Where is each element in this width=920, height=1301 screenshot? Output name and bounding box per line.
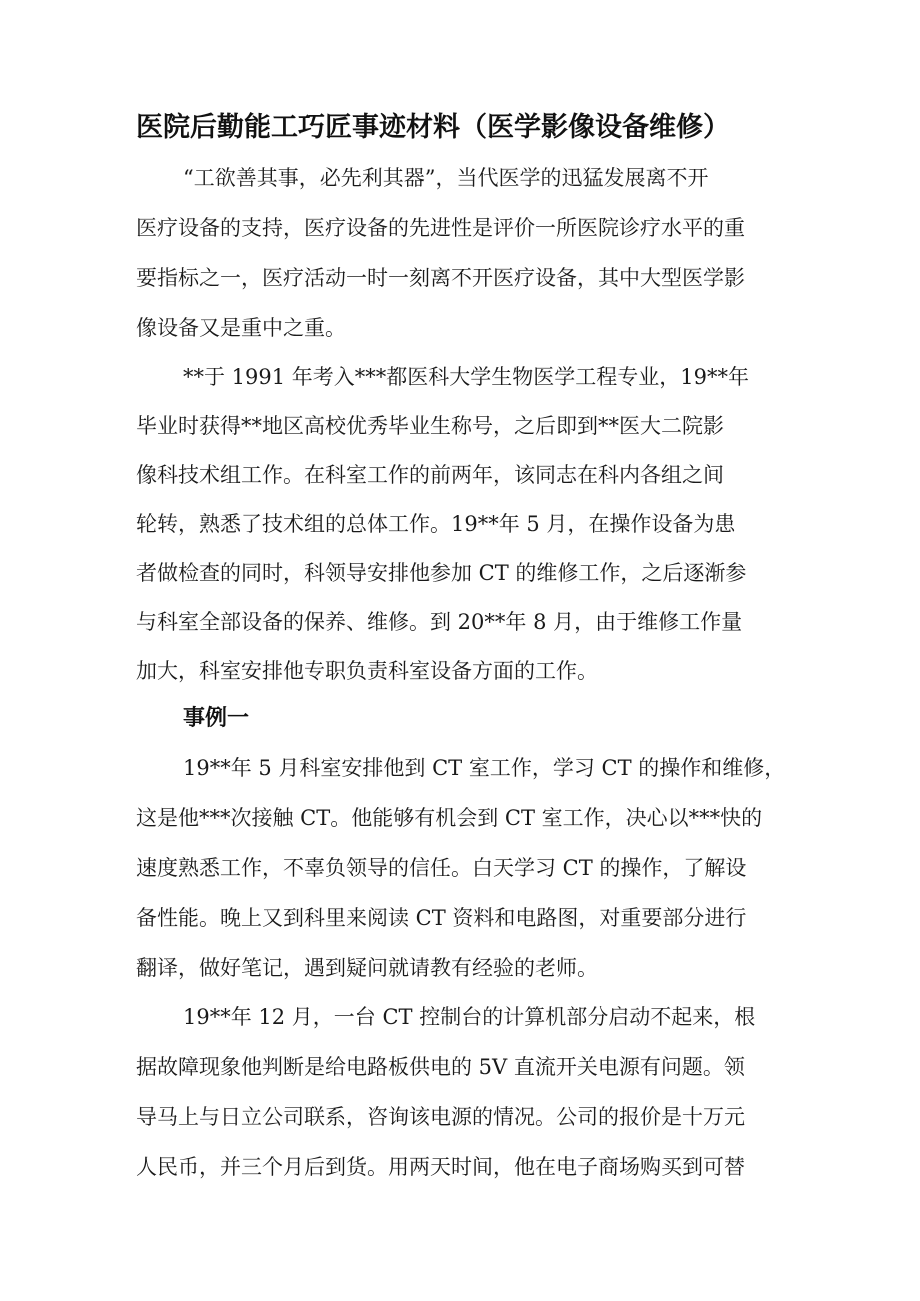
paragraph-4-line: 导马上与日立公司联系，咨询该电源的情况。公司的报价是十万元 — [136, 1105, 745, 1129]
paragraph-1-line: 要指标之一，医疗活动一时一刻离不开医疗设备，其中大型医学影 — [136, 266, 745, 290]
section-heading-example-1: 事例一 — [183, 706, 250, 731]
paragraph-4-line: 人民币，并三个月后到货。用两天时间，他在电子商场购买到可替 — [136, 1155, 745, 1179]
paragraph-3-line: 这是他***次接触 CT。他能够有机会到 CT 室工作，决心以***快的 — [136, 806, 763, 830]
paragraph-2-line: 与科室全部设备的保养、维修。到 20**年 8 月，由于维修工作量 — [136, 610, 743, 634]
paragraph-1-line: 医疗设备的支持，医疗设备的先进性是评价一所医院诊疗水平的重 — [136, 216, 745, 240]
paragraph-3-line: 19**年 5 月科室安排他到 CT 室工作，学习 CT 的操作和维修， — [183, 756, 786, 780]
paragraph-2-line: 毕业时获得**地区高校优秀毕业生称号，之后即到**医大二院影 — [136, 414, 724, 438]
document-title: 医院后勤能工巧匠事迹材料（医学影像设备维修） — [136, 112, 730, 143]
paragraph-4-line: 据故障现象他判断是给电路板供电的 5V 直流开关电源有问题。领 — [136, 1055, 745, 1079]
paragraph-3-line: 翻译，做好笔记，遇到疑问就请教有经验的老师。 — [136, 956, 598, 980]
paragraph-2-line: 加大，科室安排他专职负责科室设备方面的工作。 — [136, 659, 598, 683]
paragraph-2-line: 像科技术组工作。在科室工作的前两年，该同志在科内各组之间 — [136, 463, 724, 487]
paragraph-4-line: 19**年 12 月，一台 CT 控制台的计算机部分启动不起来，根 — [183, 1005, 756, 1029]
paragraph-2-line: 轮转，熟悉了技术组的总体工作。19**年 5 月，在操作设备为患 — [136, 512, 736, 536]
paragraph-2-line: **于 1991 年考入***都医科大学生物医学工程专业，19**年 — [183, 365, 750, 389]
paragraph-2-line: 者做检查的同时，科领导安排他参加 CT 的维修工作，之后逐渐参 — [136, 561, 747, 585]
paragraph-1-line: 像设备又是重中之重。 — [136, 316, 346, 340]
paragraph-3-line: 速度熟悉工作，不辜负领导的信任。白天学习 CT 的操作，了解设 — [136, 856, 747, 880]
paragraph-3-line: 备性能。晚上又到科里来阅读 CT 资料和电路图，对重要部分进行 — [136, 906, 747, 930]
paragraph-1-line: “工欲善其事，必先利其器”，当代医学的迅猛发展离不开 — [183, 166, 709, 190]
